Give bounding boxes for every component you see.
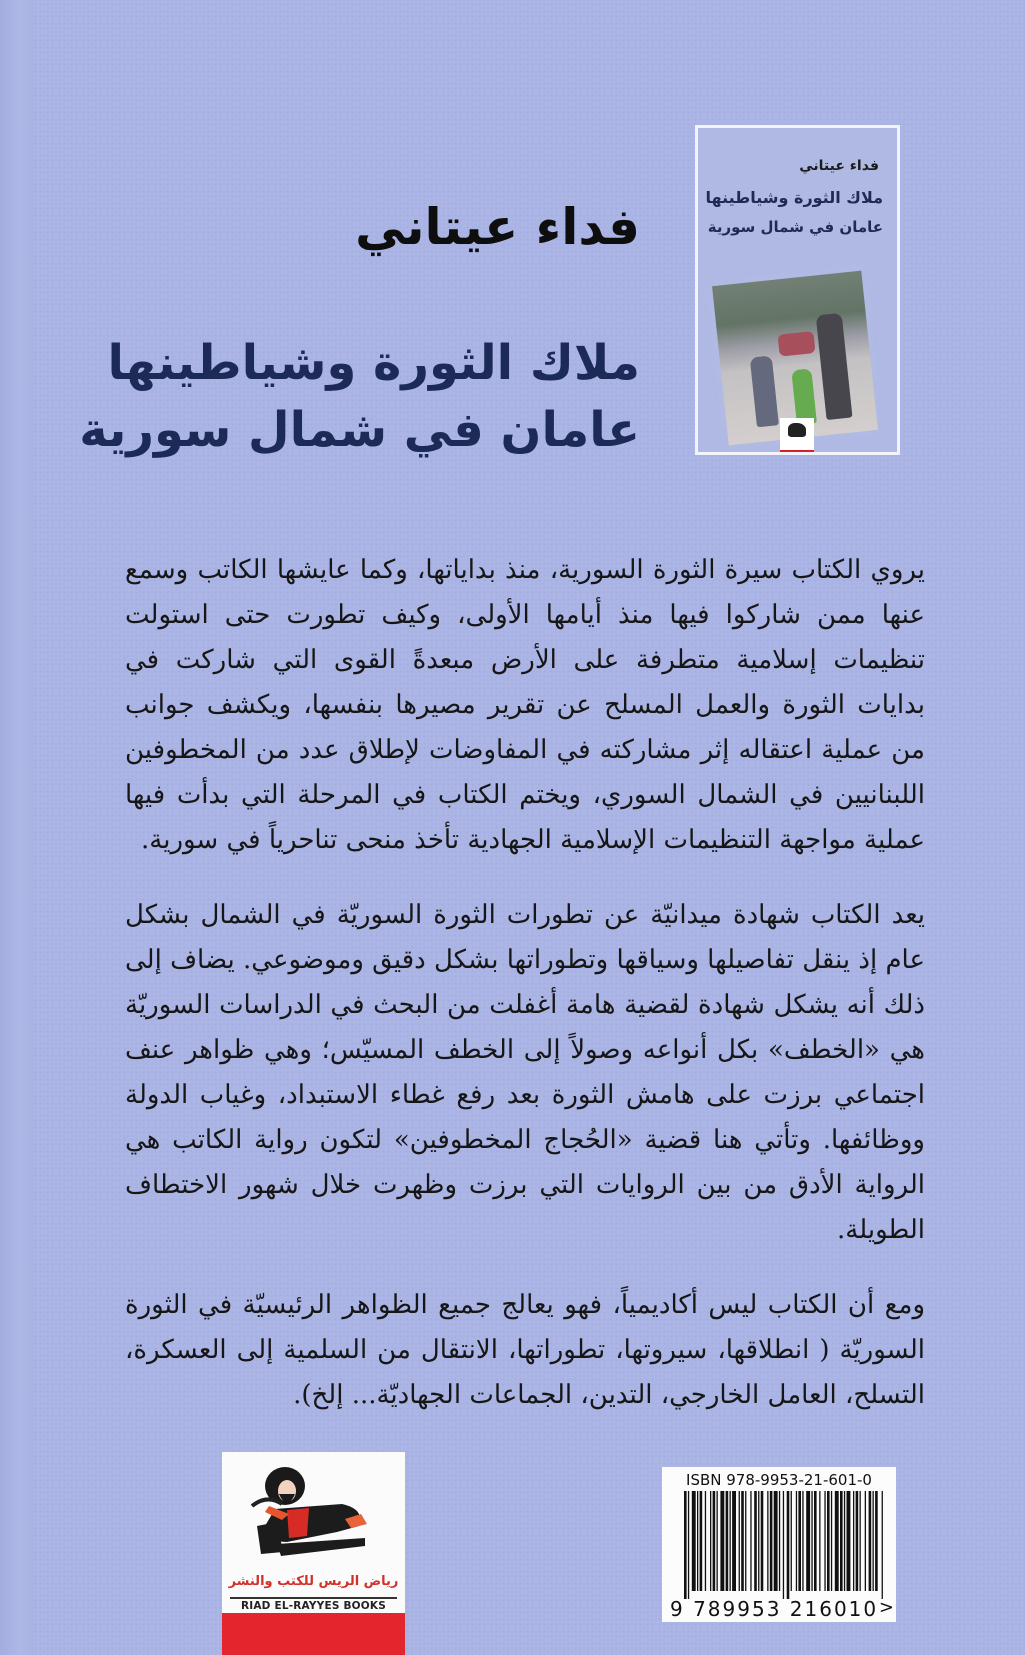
child-figure-green [791,368,817,425]
author-name: فداء عيتاني [355,198,640,256]
cover-edge-shading [0,0,34,1655]
barcode-bar [761,1491,764,1591]
barcode-bar [770,1491,773,1591]
back-cover-blurb [125,548,925,1448]
barcode-bar [873,1491,874,1591]
publisher-name-arabic: رياض الريس للكتب والنشر [228,1574,399,1589]
barcode-bar [814,1491,817,1591]
thumbnail-author: فداء عيتاني [799,158,879,174]
barcode-bar [754,1491,757,1591]
barcode-bar [750,1491,751,1591]
barcode-bar [713,1491,716,1591]
barcode-bar [720,1491,724,1591]
barcode-bar [860,1491,861,1591]
barcode-bar [705,1491,706,1591]
barcode-bar [882,1491,883,1599]
thumbnail-title-line-1: ملاك الثورة وشياطينها [705,188,883,207]
barcode-bar [847,1491,851,1591]
barcode-end-marker: > [878,1597,894,1618]
barcode-bar [730,1491,731,1591]
barcode-bar [856,1491,859,1591]
barcode-bar [726,1491,729,1591]
barcode-bar [787,1491,790,1599]
barcode-bar [802,1491,803,1591]
thumbnail-publisher-logo-icon [780,418,814,455]
barcode-bar [831,1491,832,1591]
barcode-bar [741,1491,744,1591]
barcode-bar [732,1491,736,1591]
child-figure-left [750,355,779,427]
blurb-paragraph-3: ومع أن الكتاب ليس أكاديمياً، فهو يعالج جميع الظواهر الرئيسيّة في الثورة السوريّة ( انطلاقها، سيروتها، تطوراتها، الانتقال من السلمية إلى العسكرة، التسلح، العامل الخارجي، التدين، الجماعات الجهاديّة... إلخ). [125,1290,925,1410]
barcode-bar [806,1491,810,1591]
barcode-bar [767,1491,768,1591]
barcode-bar [791,1491,792,1591]
adult-figure [816,313,853,420]
barcode-bar [865,1491,866,1591]
barcode-bar [875,1491,878,1591]
barcode-bar [684,1491,687,1599]
barcode-digits: 9 789953 216010 [670,1597,879,1621]
isbn-barcode [662,1467,896,1622]
barcode-bar [700,1491,703,1591]
barcode-bar [710,1491,711,1591]
barcode-bar [853,1491,854,1591]
blurb-paragraph-1: يروي الكتاب سيرة الثورة السورية، منذ بداياتها، وكما عايشها الكاتب وسمع عنها ممن شاركوا فيها منذ أيامها الأولى، وكيف تطورت حتى استولت تنظيمات إسلامية متطرفة على الأرض مبعدةً القوى التي شاركت في بدايات الثورة والعمل المسلح عن تقرير مصيرها بنفسها، ويكشف جوانب من عملية اعتقاله إثر مشاركته في المفاوضات لإطلاق عدد من المخطوفين اللبنانيين في الشمال السوري، ويختم الكتاب في المرحلة التي بدأت فيها عملية مواجهة التنظيمات الإسلامية الجهادية تأخذ منحى تناحرياً في سورية. [125,555,925,855]
publisher-logo [222,1452,405,1655]
barcode-bar [692,1491,696,1591]
publisher-name-english: RIAD EL-RAYYES BOOKS [230,1597,397,1615]
barcode-bar [819,1491,820,1591]
isbn-label: ISBN 978-9953-21-601-0 [686,1471,872,1489]
barcode-bar [717,1491,718,1591]
barcode-bar [697,1491,698,1591]
thumbnail-title-line-2: عامان في شمال سورية [707,218,883,236]
barcode-bar [827,1491,830,1591]
barcode-bar [869,1491,872,1591]
barcode-bar [758,1491,759,1591]
book-title-line-1: ملاك الثورة وشياطينها [107,335,640,391]
logo-red-vest [287,1508,309,1538]
barcode-bar [688,1491,689,1599]
reclining-man-logo-icon [247,1464,382,1564]
red-car [777,331,815,357]
barcode-bar [739,1491,740,1591]
blurb-paragraph-2: يعد الكتاب شهادة ميدانيّة عن تطورات الثورة السوريّة في الشمال بشكل عام إذ ينقل تفاصيلها وسياقها وتطوراتها بشكل دقيق وموضوعي. يضاف إلى ذلك أنه يشكل شهادة لقضية هامة أغفلت من البحث في الدراسات السوريّة هي «الخطف» بكل أنواعه وصولاً إلى الخطف المسيّس؛ وهي ظواهر عنف اجتماعي برزت على هامش الثورة بعد رفع غطاء الاستبداد، وغياب الدولة ووظائفها. وتأتي هنا قضية «الحُجاج المخطوفين» لتكون رواية الكاتب هي الرواية الأدق من بين الروايات التي برزت وظهرت خلال شهور الاختطاف الطويلة. [125,900,925,1245]
logo-quill [252,1499,282,1506]
barcode-bar [774,1491,778,1591]
barcode-bar [824,1491,825,1591]
barcode-bar [779,1491,780,1591]
barcode-bar [835,1491,839,1591]
barcode-bar [844,1491,845,1591]
book-subtitle-line-2: عامان في شمال سورية [79,402,640,458]
barcode-bar [745,1491,746,1591]
barcode-bars [684,1491,884,1599]
barcode-bar [811,1491,812,1591]
barcode-bar [840,1491,843,1591]
front-cover-thumbnail [695,125,900,455]
barcode-bar [798,1491,801,1591]
barcode-bar [796,1491,797,1591]
barcode-bar [783,1491,784,1599]
publisher-red-band [222,1613,405,1655]
